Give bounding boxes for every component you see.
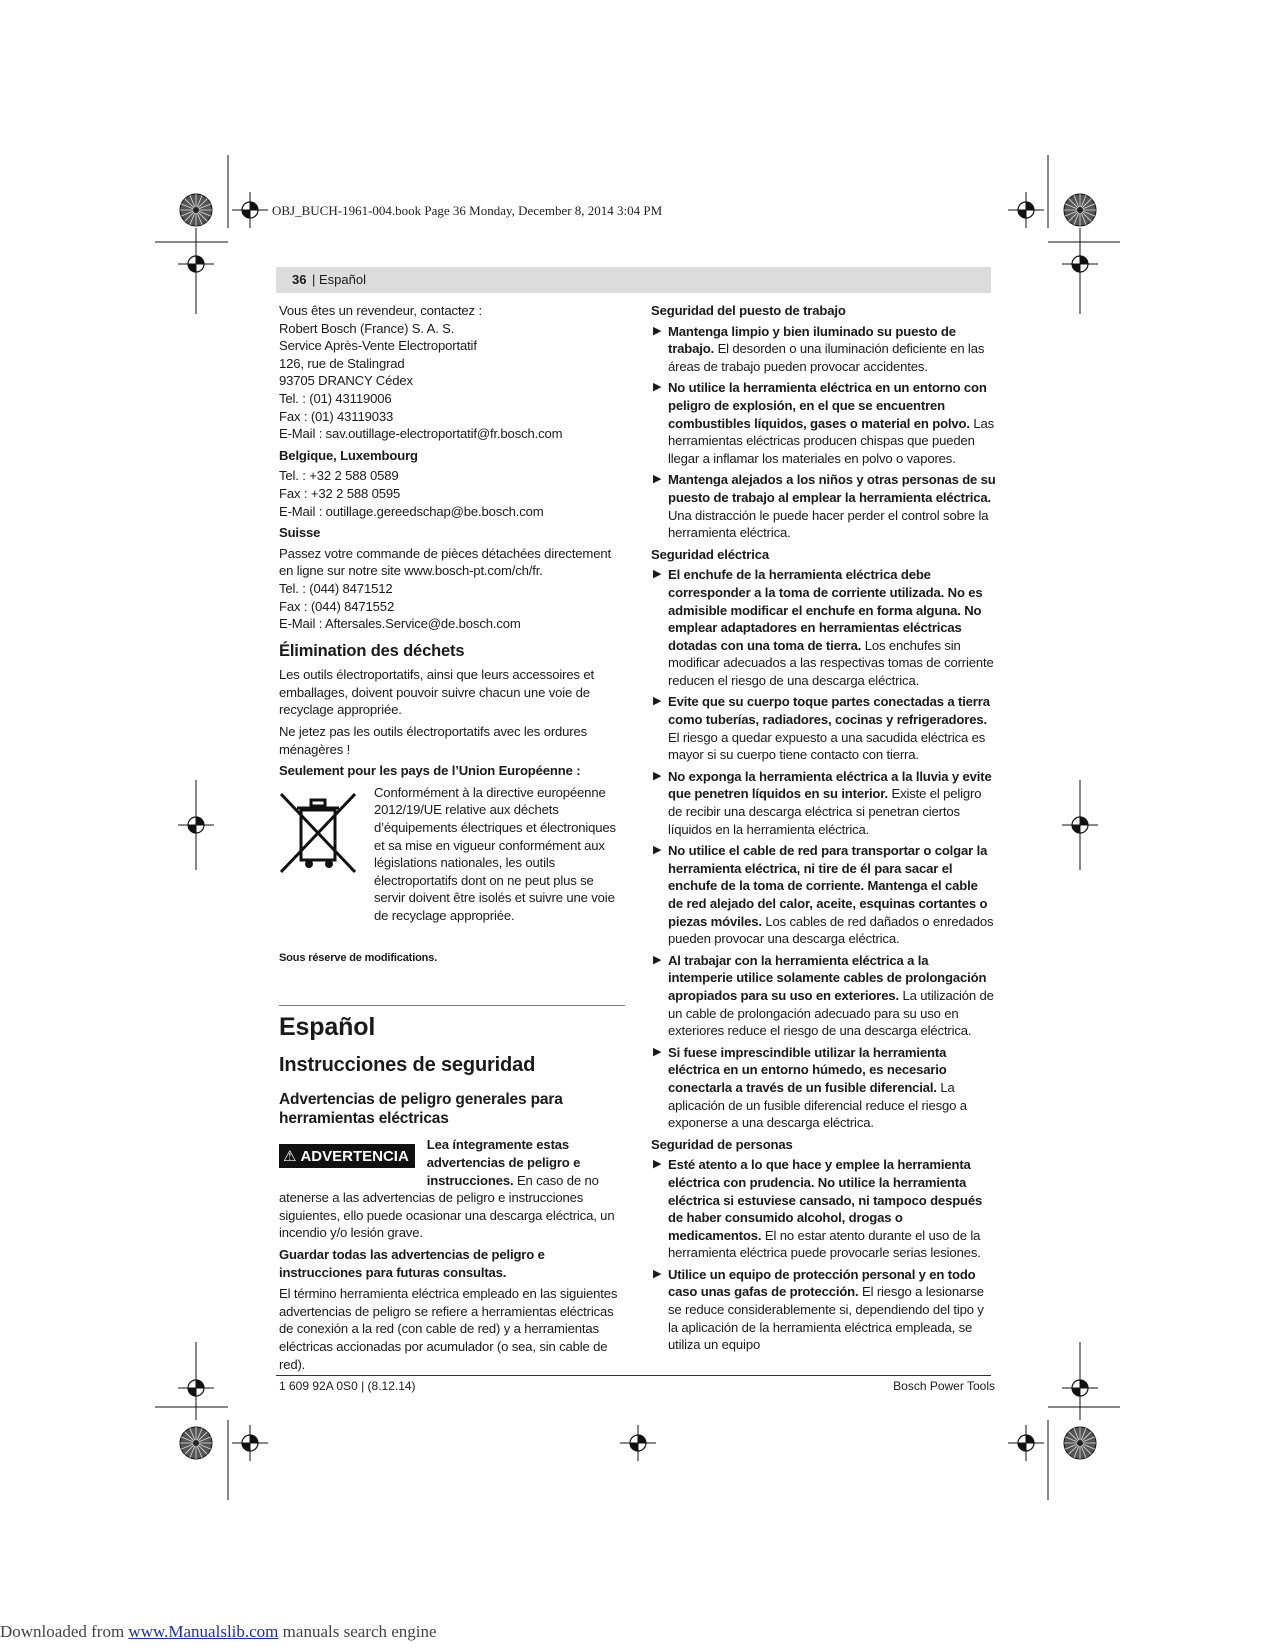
- list-item: [651, 323, 996, 376]
- triangle-bullet-icon: ▶: [653, 1158, 662, 1171]
- item-text: La utilización de un cable de prolongación adecuado para su uso en exteriores reduce el riesgo de una descarga eléctrica.: [668, 987, 994, 1039]
- item-text: El desorden o una iluminación deficiente en las áreas de trabajo pueden provocar accidentes.: [668, 341, 985, 374]
- warning-badge-label: ADVERTENCIA: [300, 1148, 409, 1166]
- footer-doc-number: 1 609 92A 0S0 | (8.12.14): [279, 1379, 416, 1393]
- swiss-contact: [279, 545, 625, 633]
- triangle-bullet-icon: ▶: [653, 324, 662, 337]
- list-item: [651, 1266, 996, 1354]
- persons-safety-heading: Seguridad de personas: [651, 1136, 793, 1152]
- espanol-title: Español: [279, 1013, 376, 1042]
- belgium-heading: Belgique, Luxembourg: [279, 447, 418, 463]
- download-prefix: Downloaded from: [0, 1622, 129, 1641]
- section-divider: [279, 1005, 625, 1006]
- contact-line: Tel. : (01) 43119006: [279, 390, 392, 406]
- contact-line: Tel. : +32 2 588 0589: [279, 468, 399, 484]
- item-text: Una distracción le puede hacer perder el control sobre la herramienta eléctrica.: [668, 507, 989, 541]
- warning-triangle-icon: ⚠: [283, 1148, 297, 1166]
- list-item: [651, 1156, 996, 1262]
- item-text: El no estar atento durante el uso de la herramienta eléctrica puede provocarle serias lesiones.: [668, 1227, 981, 1261]
- electric-safety-heading: Seguridad eléctrica: [651, 546, 769, 562]
- item-bold: El enchufe de la herramienta eléctrica debe corresponder a la toma de corriente utilizada. No es admisible modificar el enchufe en forma alguna. No emplear adaptadores en herramientas eléctricas dotadas con una toma de tierra.: [668, 567, 983, 653]
- belgium-contact: [279, 467, 625, 520]
- book-header: OBJ_BUCH-1961-004.book Page 36 Monday, December 8, 2014 3:04 PM: [272, 203, 663, 218]
- eu-heading: Seulement pour les pays de l’Union Européenne :: [279, 763, 581, 779]
- list-item: [651, 379, 996, 467]
- triangle-bullet-icon: ▶: [653, 381, 662, 394]
- page-separator: |: [312, 272, 316, 287]
- item-bold: Mantenga limpio y bien iluminado su puesto de trabajo.: [668, 323, 956, 357]
- item-bold: Si fuese imprescindible utilizar la herramienta eléctrica en un entorno húmedo, es necesario conectarla a través de un fusible diferencial.: [668, 1044, 947, 1095]
- contact-line: Tel. : (044) 8471512: [279, 580, 393, 596]
- list-item: [651, 471, 996, 541]
- triangle-bullet-icon: ▶: [653, 769, 662, 782]
- triangle-bullet-icon: ▶: [653, 1267, 662, 1280]
- list-item: [651, 842, 996, 948]
- swiss-heading: Suisse: [279, 525, 321, 541]
- item-bold: Al trabajar con la herramienta eléctrica a la intemperie utilice solamente cables de prolongación apropiados para su uso en exteriores.: [668, 952, 987, 1003]
- warning-intro: [279, 1136, 625, 1242]
- item-bold: No exponga la herramienta eléctrica a la lluvia y evite que penetren líquidos en su interior.: [668, 768, 992, 802]
- crossed-bin-icon: [279, 792, 357, 874]
- footer-brand: Bosch Power Tools: [893, 1379, 995, 1393]
- item-text: Las herramientas eléctricas producen chispas que pueden llegar a inflamar los materiales en polvo o vapores.: [668, 415, 995, 466]
- item-bold: Esté atento a lo que hace y emplee la herramienta eléctrica con prudencia. No utilice la herramienta eléctrica si estuviese cansado, ni tampoco después de haber consumido alcohol, drogas o medicamentos.: [668, 1157, 983, 1243]
- list-item: [651, 768, 996, 838]
- work-safety-heading: Seguridad del puesto de trabajo: [651, 303, 846, 318]
- contact-line: E-Mail : outillage.gereedschap@be.bosch.com: [279, 503, 544, 519]
- contact-line: Fax : (044) 8471552: [279, 598, 395, 614]
- item-text: Los enchufes sin modificar adecuados a las respectivas tomas de corriente reducen el riesgo de una descarga eléctrica.: [668, 637, 994, 688]
- triangle-bullet-icon: ▶: [653, 568, 662, 581]
- right-column: [651, 302, 996, 1358]
- warning-badge: [279, 1144, 415, 1168]
- disposal-paragraph: Les outils électroportatifs, ainsi que leurs accessoires et emballages, doivent pouvoir suivre chacun une voie de recyclage appropriée.: [279, 667, 595, 718]
- contact-line: Robert Bosch (France) S. A. S.: [279, 320, 455, 336]
- contact-line: Service Après-Vente Electroportatif: [279, 338, 477, 354]
- page-language: Español: [319, 272, 366, 287]
- item-bold: Evite que su cuerpo toque partes conectadas a tierra como tuberías, radiadores, cocinas y refrigeradores.: [668, 694, 990, 728]
- reserve-note: Sous réserve de modifications.: [279, 951, 438, 964]
- manualslib-link[interactable]: www.Manualslib.com: [128, 1622, 279, 1641]
- contact-line: Vous êtes un revendeur, contactez :: [279, 303, 482, 318]
- download-suffix: manuals search engine: [278, 1622, 437, 1641]
- list-item: [651, 952, 996, 1040]
- list-item: [651, 566, 996, 689]
- keep-instructions: Guardar todas las advertencias de peligro e instrucciones para futuras consultas.: [279, 1247, 545, 1280]
- page-header-bar: [276, 267, 991, 293]
- triangle-bullet-icon: ▶: [653, 1045, 662, 1058]
- item-bold: No utilice el cable de red para transportar o colgar la herramienta eléctrica, ni tire de él para sacar el enchufe de la toma de corriente. Mantenga el cable de red alejado del calor, aceite, esquinas cortantes o piezas móviles.: [668, 843, 988, 929]
- triangle-bullet-icon: ▶: [653, 953, 662, 966]
- disposal-paragraph: Ne jetez pas les outils électroportatifs avec les ordures ménagères !: [279, 724, 588, 757]
- list-item: [651, 693, 996, 763]
- disposal-heading: Élimination des déchets: [279, 641, 465, 660]
- weee-text: Conformément à la directive européenne 2012/19/UE relative aux déchets d’équipements électriques et électroniques et sa mise en vigueur conformément aux législations nationales, les outils électroportatifs dont on ne peut plus se servir doivent être isolés et suivre une voie de recyclage appropriée.: [374, 784, 616, 923]
- item-bold: Mantenga alejados a los niños y otras personas de su puesto de trabajo al emplear la herramienta eléctrica.: [668, 472, 996, 505]
- item-bold: No utilice la herramienta eléctrica en un entorno con peligro de explosión, en el que se encuentren combustibles líquidos, gases o material en polvo.: [668, 380, 987, 431]
- triangle-bullet-icon: ▶: [653, 844, 662, 857]
- weee-block: [279, 784, 625, 944]
- term-definition: El término herramienta eléctrica empleado en las siguientes advertencias de peligro se refiere a herramientas eléctricas de conexión a la red (con cable de red) y a herramientas eléctricas accionadas por acumulador (o sea, sin cable de red).: [279, 1286, 618, 1372]
- contact-line: E-Mail : sav.outillage-electroportatif@fr.bosch.com: [279, 426, 563, 442]
- warnings-heading: Advertencias de peligro generales para herramientas eléctricas: [279, 1091, 563, 1128]
- page-number: 36: [292, 272, 307, 287]
- item-text: El riesgo a lesionarse se reduce considerablemente si, dependiendo del tipo y la aplicación de la herramienta eléctrica empleada, se utiliza un equipo: [668, 1284, 984, 1353]
- left-column: [279, 302, 625, 1377]
- contact-line: Passez votre commande de pièces détachées directement en ligne sur notre site www.bosch-pt.com/ch/fr.: [279, 545, 611, 579]
- item-text: Existe el peligro de recibir una descarga eléctrica si penetran ciertos líquidos en la herramienta eléctrica.: [668, 786, 982, 837]
- warning-lead-bold: Lea íntegramente estas advertencias de peligro e instrucciones.: [426, 1137, 581, 1188]
- download-line: [0, 1622, 437, 1642]
- item-text: El riesgo a quedar expuesto a una sacudida eléctrica es mayor si su cuerpo tiene contacto con tierra.: [668, 729, 986, 763]
- contact-line: E-Mail : Aftersales.Service@de.bosch.com: [279, 616, 521, 632]
- contact-line: Fax : (01) 43119033: [279, 408, 394, 424]
- footer-rule: [276, 1375, 991, 1376]
- triangle-bullet-icon: ▶: [653, 695, 662, 708]
- contact-line: 93705 DRANCY Cédex: [279, 373, 413, 389]
- contact-line: 126, rue de Stalingrad: [279, 355, 405, 371]
- triangle-bullet-icon: ▶: [653, 473, 662, 486]
- list-item: [651, 1044, 996, 1132]
- instructions-title: Instrucciones de seguridad: [279, 1054, 536, 1077]
- item-bold: Utilice un equipo de protección personal y en todo caso unas gafas de protección.: [668, 1266, 976, 1300]
- contact-line: Fax : +32 2 588 0595: [279, 485, 401, 501]
- warning-lead-text: En caso de no atenerse a las advertencias de peligro e instrucciones siguientes, ello puede ocasionar una descarga eléctrica, un incendio y/o lesión grave.: [279, 1172, 615, 1241]
- item-text: Los cables de red dañados o enredados pueden provocar una descarga eléctrica.: [668, 913, 994, 947]
- item-text: La aplicación de un fusible diferencial reduce el riesgo a exponerse a una descarga eléctrica.: [668, 1079, 967, 1131]
- france-contact: [279, 302, 625, 443]
